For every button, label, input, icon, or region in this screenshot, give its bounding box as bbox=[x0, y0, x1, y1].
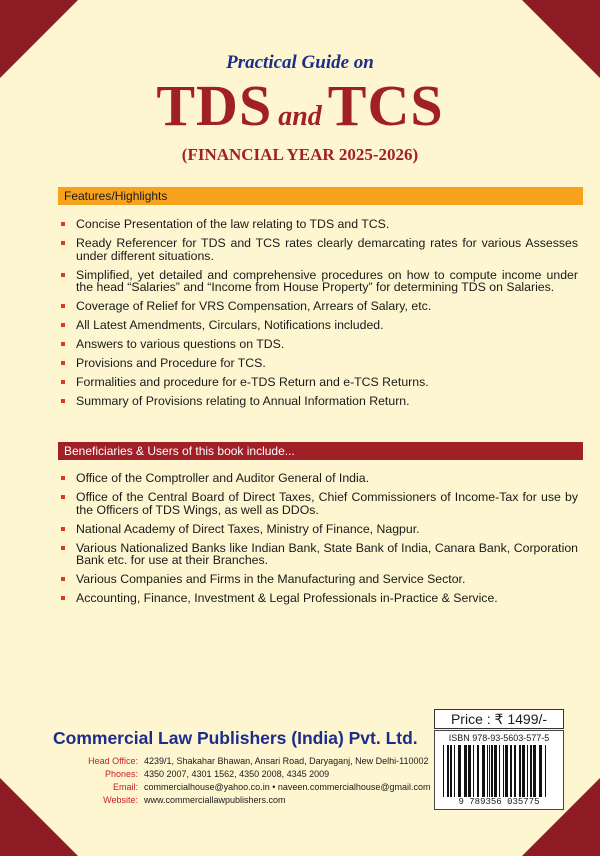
barcode-stripe bbox=[539, 745, 542, 797]
title-tds: TDS bbox=[156, 73, 273, 138]
price-label: Price : ₹ 1499/- bbox=[434, 709, 564, 729]
financial-year: (FINANCIAL YEAR 2025-2026) bbox=[181, 145, 419, 164]
barcode-stripe bbox=[519, 745, 521, 797]
beneficiaries-list bbox=[58, 472, 578, 611]
beneficiaries-heading: Beneficiaries & Users of this book include... bbox=[58, 442, 583, 460]
barcode-stripe bbox=[489, 745, 490, 797]
barcode-stripe bbox=[443, 745, 444, 797]
email-value: commercialhouse@yahoo.co.in • naveen.commercialhouse@gmail.com bbox=[144, 782, 431, 792]
barcode-stripe bbox=[450, 745, 452, 797]
phones-value: 4350 2007, 4301 1562, 4350 2008, 4345 2009 bbox=[144, 769, 330, 779]
barcode-stripe bbox=[503, 745, 504, 797]
website-value: www.commerciallawpublishers.com bbox=[144, 795, 286, 805]
list-item: Various Companies and Firms in the Manufacturing and Service Sector. bbox=[58, 573, 578, 586]
barcode-box bbox=[434, 730, 564, 810]
barcode-stripe bbox=[468, 745, 471, 797]
barcode-digits: 9 789356 035775 bbox=[458, 797, 540, 807]
list-item: Office of the Central Board of Direct Taxes, Chief Commissioners of Income-Tax for use by the Officers of TDS Wings, as well as DDOs. bbox=[58, 491, 578, 516]
list-item: Concise Presentation of the law relating to TDS and TCS. bbox=[58, 218, 578, 231]
barcode-stripe bbox=[447, 745, 449, 797]
features-list bbox=[58, 218, 578, 414]
head-office-label: Head Office: bbox=[88, 756, 138, 766]
title-tcs: TCS bbox=[327, 73, 444, 138]
list-item: Answers to various questions on TDS. bbox=[58, 338, 578, 351]
barcode-stripe bbox=[458, 745, 461, 797]
list-item: Formalities and procedure for e-TDS Return and e-TCS Returns. bbox=[58, 376, 578, 389]
list-item: Ready Referencer for TDS and TCS rates clearly demarcating rates for various Assesses under different situations. bbox=[58, 237, 578, 262]
list-item: All Latest Amendments, Circulars, Notifications included. bbox=[58, 319, 578, 332]
list-item: Simplified, yet detailed and comprehensive procedures on how to compute income under the head “Salaries” and “Income from House Property” for determining TDS on Salaries. bbox=[58, 269, 578, 294]
barcode-stripe bbox=[494, 745, 497, 797]
barcode-stripe bbox=[510, 745, 512, 797]
barcode-stripe bbox=[454, 745, 455, 797]
barcode-stripe bbox=[522, 745, 525, 797]
website-label: Website: bbox=[103, 795, 138, 805]
list-item: Provisions and Procedure for TCS. bbox=[58, 357, 578, 370]
barcode-icon bbox=[441, 745, 557, 797]
list-item: Various Nationalized Banks like Indian Bank, State Bank of India, Canara Bank, Corporation Bank etc. for use at their Branches. bbox=[58, 542, 578, 567]
publisher-name: Commercial Law Publishers (India) Pvt. Ltd. bbox=[53, 728, 418, 748]
barcode-stripe bbox=[533, 745, 536, 797]
list-item: Summary of Provisions relating to Annual Information Return. bbox=[58, 395, 578, 408]
barcode-stripe bbox=[482, 745, 485, 797]
barcode-stripe bbox=[527, 745, 528, 797]
phones-label: Phones: bbox=[104, 769, 138, 779]
barcode-stripe bbox=[491, 745, 493, 797]
publisher-contact bbox=[40, 755, 431, 807]
barcode-stripe bbox=[530, 745, 532, 797]
barcode-stripe bbox=[514, 745, 516, 797]
list-item: Accounting, Finance, Investment & Legal Professionals in-Practice & Service. bbox=[58, 592, 578, 605]
barcode-stripe bbox=[505, 745, 508, 797]
book-title bbox=[0, 73, 600, 151]
list-item: National Academy of Direct Taxes, Ministry of Finance, Nagpur. bbox=[58, 523, 578, 536]
barcode-stripe bbox=[477, 745, 479, 797]
title-and: and bbox=[278, 101, 322, 132]
barcode-stripe bbox=[545, 745, 546, 797]
list-item: Coverage of Relief for VRS Compensation, Arrears of Salary, etc. bbox=[58, 300, 578, 313]
barcode-stripe bbox=[487, 745, 488, 797]
barcode-stripe bbox=[464, 745, 467, 797]
book-subtitle: Practical Guide on bbox=[226, 52, 374, 73]
barcode-stripe bbox=[473, 745, 474, 797]
list-item: Office of the Comptroller and Auditor General of India. bbox=[58, 472, 578, 485]
head-office-address: 4239/1, Shakahar Bhawan, Ansari Road, Daryaganj, New Delhi-110002 bbox=[144, 756, 429, 766]
email-label: Email: bbox=[112, 782, 138, 792]
features-heading: Features/Highlights bbox=[58, 187, 583, 205]
barcode-stripe bbox=[499, 745, 500, 797]
isbn-number: ISBN 978-93-5603-577-5 bbox=[448, 733, 550, 743]
